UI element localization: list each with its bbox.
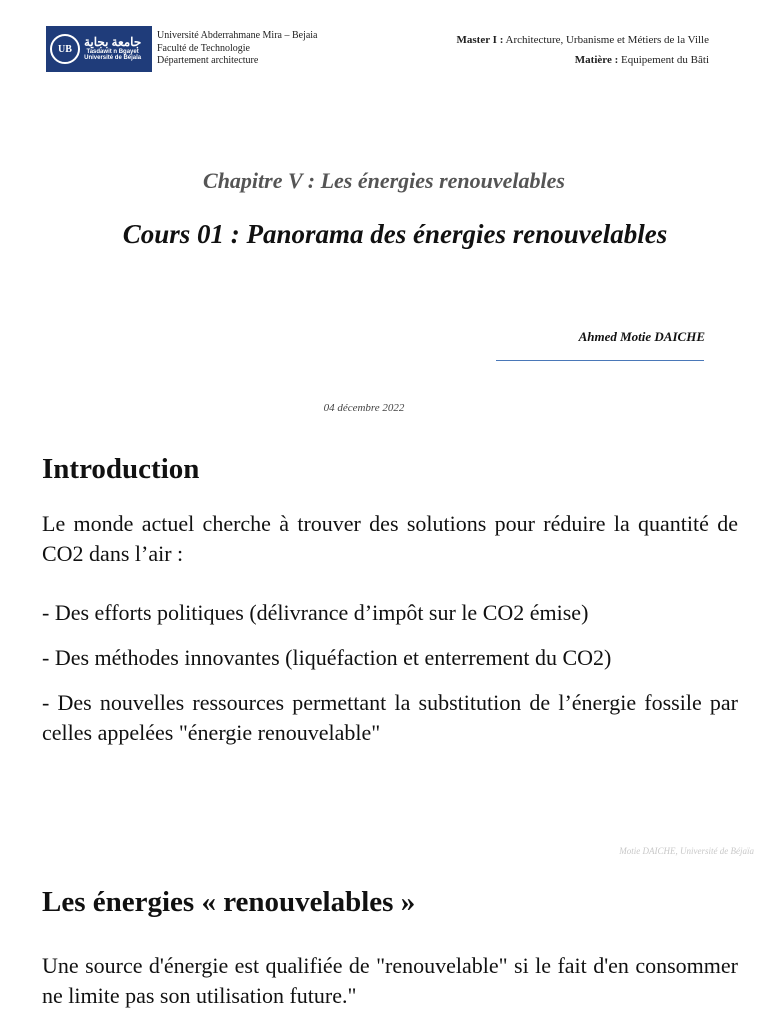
logo-arabic-text: جامعة بجاية <box>84 35 142 50</box>
matiere-value: Equipement du Bâti <box>621 54 709 66</box>
institution-block <box>157 30 318 68</box>
document-date: 04 décembre 2022 <box>323 402 405 414</box>
university-seal-icon: UB <box>50 34 80 64</box>
author-name: Ahmed Motie DAICHE <box>578 329 705 344</box>
renewables-definition: Une source d'énergie est qualifiée de "renouvelable" si le fait d'en consommer ne limite pas son utilisation future." <box>42 953 738 1008</box>
institution-department: Département architecture <box>157 55 259 66</box>
institution-university: Université Abderrahmane Mira – Bejaia <box>157 30 318 41</box>
master-line <box>457 30 709 50</box>
master-label: Master I : <box>456 34 504 46</box>
author-divider <box>496 360 704 361</box>
logo-wordmark <box>84 36 141 61</box>
institution-faculty: Faculté de Technologie <box>157 42 250 54</box>
bullet-politics: - Des efforts politiques (délivrance d’impôt sur le CO2 émise) <box>42 600 589 625</box>
matiere-line <box>457 50 709 70</box>
course-info-block <box>457 30 709 70</box>
bullet-resources: - Des nouvelles ressources permettant la substitution de l’énergie fossile par celles appelées "énergie renouvelable" <box>42 690 738 745</box>
logo-line-1: Tasdawit n Bgayet <box>86 49 139 55</box>
bullet-methods: - Des méthodes innovantes (liquéfaction et enterrement du CO2) <box>42 645 612 670</box>
chapter-title: Chapitre V : Les énergies renouvelables <box>203 168 565 193</box>
introduction-heading: Introduction <box>42 453 200 485</box>
course-title: Cours 01 : Panorama des énergies renouvelables <box>122 219 668 249</box>
university-logo <box>46 26 152 72</box>
renewables-heading: Les énergies « renouvelables » <box>42 886 416 918</box>
matiere-label: Matière : <box>574 54 619 66</box>
logo-line-2: Université de Béjaïa <box>84 55 142 62</box>
master-value: Architecture, Urbanisme et Métiers de la Ville <box>505 34 709 46</box>
introduction-lead: Le monde actuel cherche à trouver des solutions pour réduire la quantité de CO2 dans l’air : <box>42 511 738 566</box>
footer-watermark: Motie DAICHE, Université de Béjaïa <box>619 846 754 856</box>
